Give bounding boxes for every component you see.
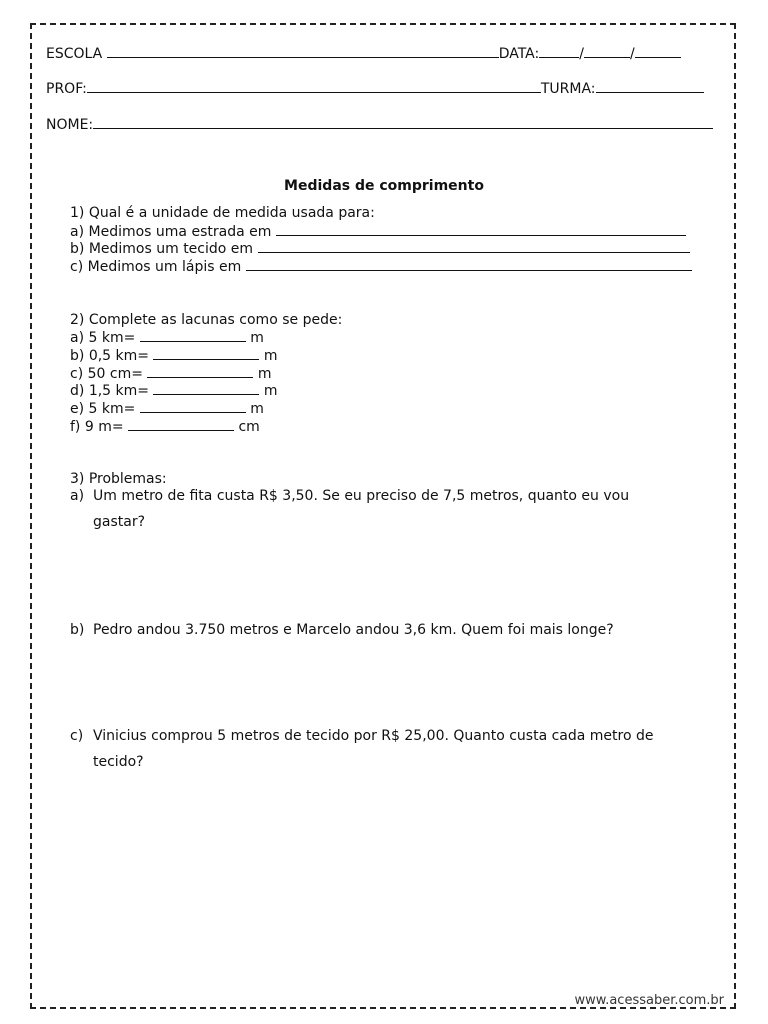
prof-label: PROF: [46, 81, 87, 97]
data-label: DATA: [498, 46, 540, 62]
q2-item-text: 1,5 km= [88, 383, 150, 399]
q2-prompt: 2) Complete as lacunas como se pede: [70, 312, 343, 328]
q2-item-a [70, 329, 264, 346]
date-sep-2: / [629, 46, 635, 62]
date-year-blank[interactable] [635, 45, 681, 58]
nome-label: NOME: [46, 117, 94, 133]
q1-item-text: Medimos um tecido em [88, 241, 254, 257]
q3-item-c-label: c) [70, 728, 84, 744]
q1-answer-blank[interactable] [246, 258, 692, 271]
q2-item-label: d) [70, 383, 85, 399]
q1-item-label: c) [70, 259, 84, 275]
q3-item-b-line1: Pedro andou 3.750 metros e Marcelo andou 3,6 km. Quem foi mais longe? [93, 622, 614, 638]
q3-item-b-label: b) [70, 622, 85, 638]
q2-item-text: 5 km= [88, 330, 136, 346]
q2-item-text: 9 m= [84, 419, 124, 435]
q2-item-label: c) [70, 366, 84, 382]
q1-item-label: a) [70, 224, 85, 240]
escola-row [46, 45, 681, 62]
q2-item-text: 0,5 km= [88, 348, 150, 364]
q2-item-label: e) [70, 401, 85, 417]
q2-item-f [70, 418, 260, 435]
q2-item-unit: m [250, 401, 264, 417]
q2-item-unit: cm [238, 419, 260, 435]
q1-item-text: Medimos um lápis em [87, 259, 242, 275]
q2-answer-blank[interactable] [140, 329, 246, 342]
q2-answer-blank[interactable] [147, 365, 253, 378]
q3-item-c-line2: tecido? [93, 754, 144, 770]
q3-item-a-line2: gastar? [93, 514, 146, 530]
turma-blank[interactable] [596, 80, 704, 93]
q1-item-b [70, 240, 690, 257]
date-month-blank[interactable] [584, 45, 630, 58]
nome-row [46, 116, 713, 133]
q2-item-text: 5 km= [88, 401, 136, 417]
q2-item-text: 50 cm= [87, 366, 143, 382]
escola-blank[interactable] [107, 45, 499, 58]
q2-item-d [70, 382, 278, 399]
turma-label: TURMA: [540, 81, 596, 97]
q2-item-label: f) [70, 419, 81, 435]
q3-item-c-line1: Vinicius comprou 5 metros de tecido por R$ 25,00. Quanto custa cada metro de [93, 728, 654, 744]
q2-item-e [70, 400, 264, 417]
q2-item-unit: m [250, 330, 264, 346]
q1-item-c [70, 258, 692, 275]
q2-answer-blank[interactable] [128, 418, 234, 431]
q3-item-a-line1: Um metro de fita custa R$ 3,50. Se eu preciso de 7,5 metros, quanto eu vou [93, 488, 630, 504]
q2-item-c [70, 365, 272, 382]
nome-blank[interactable] [93, 116, 713, 129]
q1-item-text: Medimos uma estrada em [88, 224, 272, 240]
q1-item-a [70, 223, 686, 240]
q2-item-unit: m [263, 348, 278, 364]
prof-row [46, 80, 704, 97]
q3-item-a-label: a) [70, 488, 85, 504]
q1-answer-blank[interactable] [276, 223, 686, 236]
q2-item-label: b) [70, 348, 85, 364]
q2-item-unit: m [257, 366, 272, 382]
q2-item-unit: m [263, 383, 278, 399]
q1-item-label: b) [70, 241, 85, 257]
q3-prompt: 3) Problemas: [70, 471, 167, 487]
q2-item-b [70, 347, 278, 364]
footer-url[interactable]: www.acessaber.com.br [574, 993, 724, 1008]
q1-prompt: 1) Qual é a unidade de medida usada para: [70, 205, 375, 221]
prof-blank[interactable] [87, 80, 541, 93]
q1-answer-blank[interactable] [258, 240, 690, 253]
q2-answer-blank[interactable] [153, 382, 259, 395]
q2-answer-blank[interactable] [153, 347, 259, 360]
q2-answer-blank[interactable] [140, 400, 246, 413]
q2-item-label: a) [70, 330, 85, 346]
page-title: Medidas de comprimento [284, 178, 484, 194]
date-sep-1: / [579, 46, 584, 62]
escola-label: ESCOLA [46, 46, 103, 62]
date-day-blank[interactable] [539, 45, 579, 58]
